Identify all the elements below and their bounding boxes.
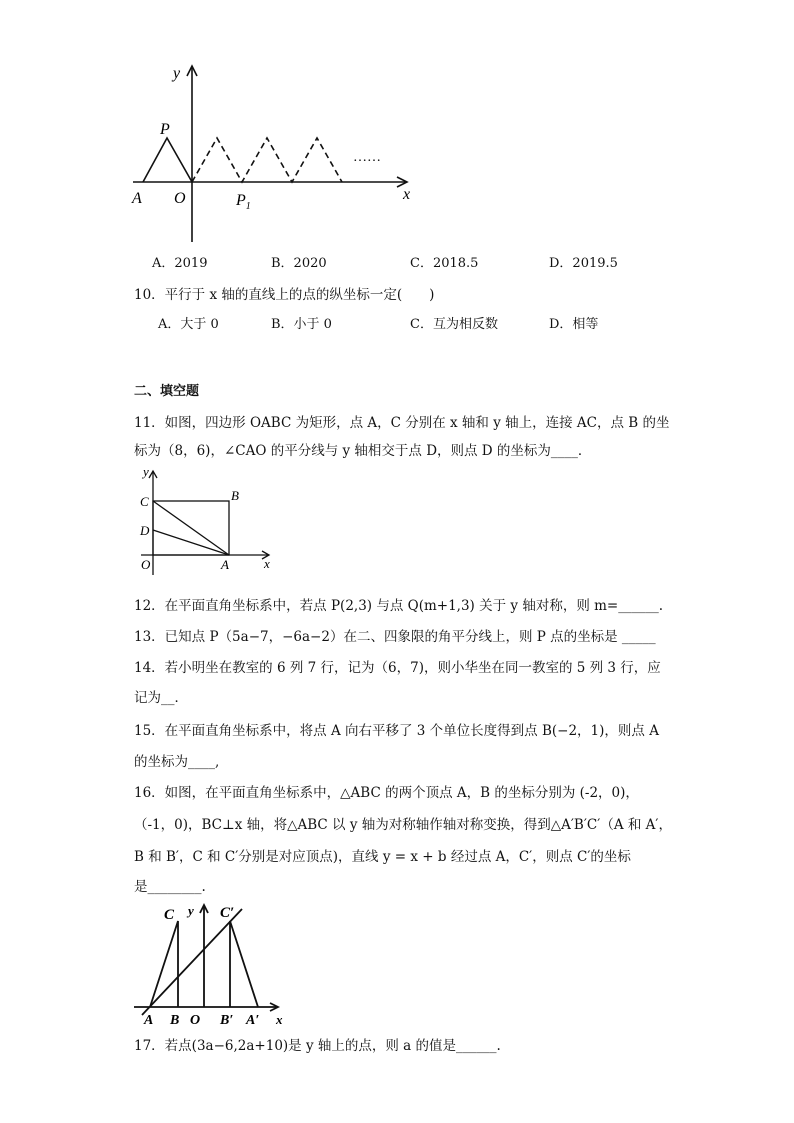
q9-option-a: A．2019 <box>152 256 208 271</box>
q16-triangle-abc <box>150 921 178 1007</box>
q16-line-ac <box>142 909 242 1015</box>
q16-label-x: x <box>276 1012 283 1027</box>
q11-label-B: B <box>231 488 239 503</box>
q16-label-Bp: B′ <box>220 1013 234 1028</box>
q9-label-P: P <box>160 121 170 138</box>
q9-label-y: y <box>173 65 181 82</box>
q16-label-B: B <box>170 1013 180 1028</box>
q16-label-Cp: C′ <box>220 905 235 921</box>
q11-label-C: C <box>140 494 149 509</box>
q9-label-P1: $P_1$ <box>236 192 251 212</box>
q16-label-Ap: A′ <box>246 1013 260 1028</box>
q16-line1: 16．如图，在平面直角坐标系中，△ABC 的两个顶点 A，B 的坐标分别为 (-2，0)， <box>134 785 639 801</box>
q16-label-O: O <box>190 1013 201 1028</box>
q13-text: 13．已知点 P（5a−7，−6a−2）在二、四象限的角平分线上，则 P 点的坐标是 _____ <box>134 629 656 645</box>
q11-label-D: D <box>140 523 150 538</box>
q9-dots: …… <box>353 150 381 165</box>
q9-option-b: B．2020 <box>271 256 327 271</box>
q9-label-x: x <box>403 186 411 203</box>
q14-line1: 14．若小明坐在教室的 6 列 7 行，记为（6，7)，则小华坐在同一教室的 5 列 3 行，应 <box>134 660 661 676</box>
q10-option-d: D．相等 <box>549 317 599 332</box>
q16-figure <box>130 897 290 1032</box>
q11-bisector-ad <box>153 530 229 555</box>
q9-dashed-zigzag <box>192 138 342 182</box>
q11-line2: 标为（8，6)，∠CAO 的平分线与 y 轴相交于点 D，则点 D 的坐标为____． <box>134 443 592 459</box>
q16-line2: （-1，0)，BC⊥x 轴，将△ABC 以 y 轴为对称轴作轴对称变换，得到△A′B′C′（A 和 A′， <box>134 817 672 833</box>
q9-option-c: C．2018.5 <box>410 256 479 271</box>
q16-line3: B 和 B′，C 和 C′分别是对应顶点)，直线 y = x + b 经过点 A，C′，则点 C′的坐标 <box>134 849 631 865</box>
q10-option-b: B．小于 0 <box>271 317 332 332</box>
q15-line2: 的坐标为____, <box>134 754 220 770</box>
q15-line1: 15．在平面直角坐标系中，将点 A 向右平移了 3 个单位长度得到点 B(−2，1)，则点 A <box>134 723 659 739</box>
q11-figure <box>135 463 280 578</box>
q9-solid-triangle <box>143 138 192 182</box>
q16-label-A: A <box>144 1013 154 1028</box>
q11-label-A: A <box>221 557 229 572</box>
q9-option-d: D．2019.5 <box>549 256 618 271</box>
q11-diagonal-ac <box>153 501 229 555</box>
q10-option-a: A．大于 0 <box>158 317 219 332</box>
q14-line2: 记为__． <box>134 690 188 706</box>
q12-text: 12．在平面直角坐标系中，若点 P(2,3) 与点 Q(m+1,3) 关于 y 轴对称，则 m=______. <box>134 598 664 614</box>
q11-line1: 11．如图，四边形 OABC 为矩形，点 A，C 分别在 x 轴和 y 轴上，连接 AC，点 B 的坐 <box>134 415 670 431</box>
q11-label-y: y <box>143 464 149 479</box>
q10-option-c: C．互为相反数 <box>410 317 498 332</box>
q9-label-A: A <box>132 190 142 207</box>
q17-text: 17．若点(3a−6,2a+10)是 y 轴上的点，则 a 的值是______. <box>134 1038 501 1054</box>
q9-label-O: O <box>174 190 186 207</box>
section-heading: 二、填空题 <box>134 384 200 399</box>
q16-label-C: C <box>164 907 175 923</box>
q16-line4: 是________. <box>134 879 206 895</box>
q9-figure <box>125 58 425 248</box>
q16-label-y: y <box>188 903 194 918</box>
q16-triangle-apbpcp <box>230 921 258 1007</box>
q11-label-O: O <box>141 557 151 572</box>
q11-label-x: x <box>264 556 270 571</box>
q10-text: 10．平行于 x 轴的直线上的点的纵坐标一定( ) <box>134 287 435 303</box>
